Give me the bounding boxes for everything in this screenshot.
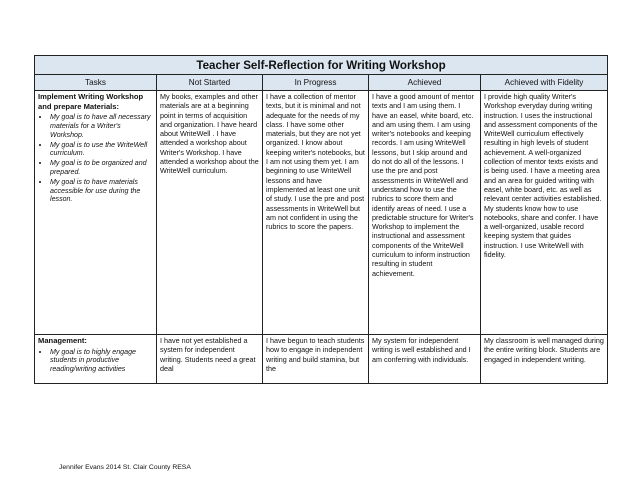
not-started-cell: My books, examples and other materials are at a beginning point in terms of acquisition and organization. I have heard about WriteWell . I have attended a workshop about Writer's Workshop. I have attended a workshop about the WriteWell curriculum. bbox=[157, 91, 263, 335]
goal-item: • My goal is to be organized and prepared. bbox=[50, 159, 153, 177]
not-started-cell: I have not yet established a system for independent writing. Students need a great deal bbox=[157, 335, 263, 384]
goal-item: • My goal is to use the WriteWell curriculum. bbox=[50, 141, 153, 159]
reflection-table bbox=[34, 55, 608, 384]
column-header-achieved-with-fidelity: Achieved with Fidelity bbox=[481, 75, 608, 91]
goal-list bbox=[38, 113, 153, 204]
column-header-achieved: Achieved bbox=[369, 75, 481, 91]
goal-item: • My goal is to have all necessary materials for a Writer's Workshop. bbox=[50, 113, 153, 139]
footer-credit: Jennifer Evans 2014 St. Clair County RESA bbox=[59, 464, 191, 471]
page-title: Teacher Self-Reflection for Writing Workshop bbox=[35, 56, 608, 75]
column-header-not-started: Not Started bbox=[157, 75, 263, 91]
task-cell bbox=[35, 335, 157, 384]
in-progress-cell: I have a collection of mentor texts, but it is minimal and not adequate for the needs of my class. I have some other materials, but they are not yet organized. I know about keeping writer's notebooks, but I am not using them yet. I am beginning to use WriteWell lessons and have implemented at least one unit of study. I use the pre and post assessments in WriteWell but am not confident in using the rubrics to score the papers. bbox=[263, 91, 369, 335]
achieved-cell: I have a good amount of mentor texts and I am using them. I have an easel, white board, etc. and am using them. I am using writer's notebooks and keeping records. I am using WriteWell lessons, but I skip around and do not do all of the lessons. I use the pre and post assessments in WriteWell and understand how to use the rubrics to score them and identify areas of need. I use a predictable structure for Writer's Workshop to implement the instructional and assessment components of the WriteWell curriculum to inform instruction resulting in student achievement. bbox=[369, 91, 481, 335]
task-title: Management: bbox=[38, 336, 87, 345]
fidelity-cell: I provide high quality Writer's Workshop everyday during writing instruction. I uses the instructional and assessment components of the WriteWell curriculum effectively resulting in high levels of student achievement. A well-organized collection of mentor texts exists and is being used. I have a meeting area and an area for guided writing with easel, white board, etc. as well as relevant center activities established. My students know how to use notebooks, share and confer. I have a well-organized, usable record keeping system that guides instruction. I use WriteWell with fidelity. bbox=[481, 91, 608, 335]
reflection-table-container bbox=[34, 55, 607, 384]
task-title: Implement Writing Workshop and prepare Materials: bbox=[38, 92, 144, 111]
header-row bbox=[35, 75, 608, 91]
goal-list bbox=[38, 348, 153, 374]
fidelity-cell: My classroom is well managed during the entire writing block. Students are engaged in independent writing. bbox=[481, 335, 608, 384]
task-cell bbox=[35, 91, 157, 335]
column-header-tasks: Tasks bbox=[35, 75, 157, 91]
goal-item: • My goal is to highly engage students in productive reading/writing activities bbox=[50, 348, 153, 374]
table-row-implement-writing bbox=[35, 91, 608, 335]
goal-item: • My goal is to have materials accessible for use during the lesson. bbox=[50, 178, 153, 204]
achieved-cell: My system for independent writing is well established and I am conferring with individuals. bbox=[369, 335, 481, 384]
table-row-management bbox=[35, 335, 608, 384]
in-progress-cell: I have begun to teach students how to engage in independent writing and build stamina, but the bbox=[263, 335, 369, 384]
title-row bbox=[35, 56, 608, 75]
column-header-in-progress: In Progress bbox=[263, 75, 369, 91]
